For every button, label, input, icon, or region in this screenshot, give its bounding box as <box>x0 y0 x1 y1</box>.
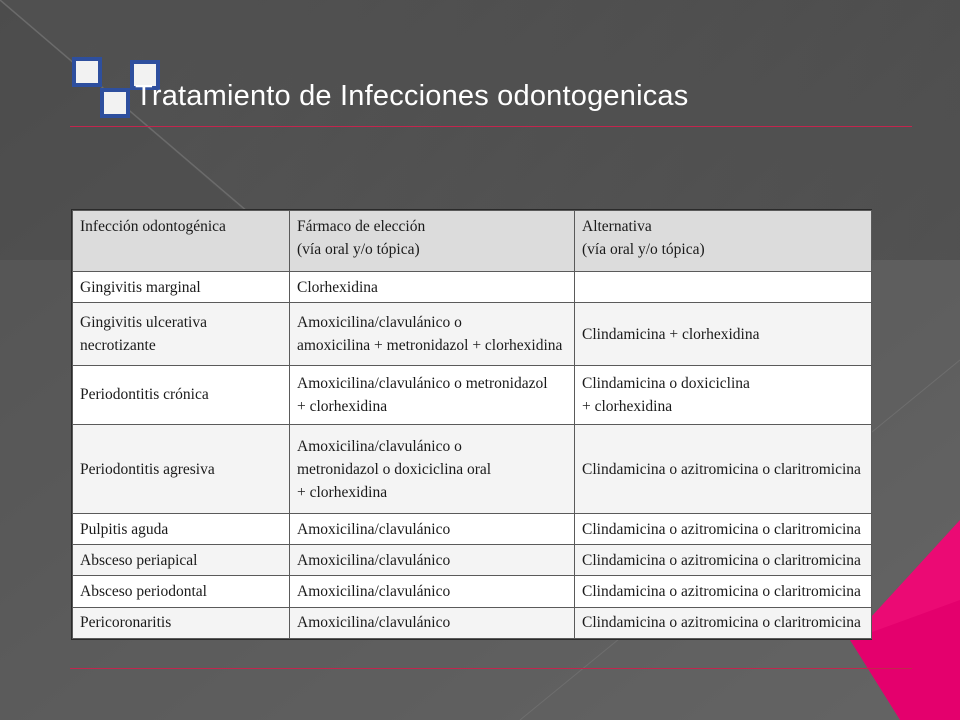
column-header: Alternativa (vía oral y/o tópica) <box>575 211 872 272</box>
table-row <box>73 607 872 638</box>
table-cell: Clindamicina + clorhexidina <box>575 303 872 366</box>
table-cell: Amoxicilina/clavulánico <box>290 513 575 544</box>
table-row <box>73 513 872 544</box>
footer-divider <box>70 668 912 669</box>
table-cell: Amoxicilina/clavulánico <box>290 576 575 607</box>
table-row <box>73 576 872 607</box>
treatment-table <box>71 209 872 640</box>
column-header: Fármaco de elección (vía oral y/o tópica) <box>290 211 575 272</box>
table-row <box>73 303 872 366</box>
table-cell: Amoxicilina/clavulánico o metronidazol + clorhexidina <box>290 365 575 424</box>
table-row <box>73 545 872 576</box>
table-cell: Periodontitis crónica <box>73 365 290 424</box>
table-cell: Clindamicina o doxiciclina + clorhexidina <box>575 365 872 424</box>
table-row <box>73 425 872 514</box>
table-cell: Gingivitis marginal <box>73 272 290 303</box>
table-cell: Clindamicina o azitromicina o claritromicina <box>575 607 872 638</box>
table-cell: Pericoronaritis <box>73 607 290 638</box>
table-header-row <box>73 211 872 272</box>
table-cell: Gingivitis ulcerativa necrotizante <box>73 303 290 366</box>
table-cell: Pulpitis aguda <box>73 513 290 544</box>
table-cell: Absceso periapical <box>73 545 290 576</box>
table-cell: Clindamicina o azitromicina o claritromicina <box>575 425 872 514</box>
table-cell: Amoxicilina/clavulánico <box>290 545 575 576</box>
table-cell: Clindamicina o azitromicina o claritromicina <box>575 576 872 607</box>
table-cell: Amoxicilina/clavulánico <box>290 607 575 638</box>
table-row <box>73 272 872 303</box>
table-cell <box>575 272 872 303</box>
table-cell: Absceso periodontal <box>73 576 290 607</box>
table-cell: Clindamicina o azitromicina o claritromicina <box>575 513 872 544</box>
table-cell: Amoxicilina/clavulánico o metronidazol o doxiciclina oral + clorhexidina <box>290 425 575 514</box>
table-row <box>73 365 872 424</box>
table-cell: Periodontitis agresiva <box>73 425 290 514</box>
slide-title: Tratamiento de Infecciones odontogenicas <box>135 80 689 112</box>
title-divider <box>70 126 912 127</box>
column-header: Infección odontogénica <box>73 211 290 272</box>
table-cell: Clorhexidina <box>290 272 575 303</box>
table-cell: Clindamicina o azitromicina o claritromicina <box>575 545 872 576</box>
table-cell: Amoxicilina/clavulánico o amoxicilina + metronidazol + clorhexidina <box>290 303 575 366</box>
